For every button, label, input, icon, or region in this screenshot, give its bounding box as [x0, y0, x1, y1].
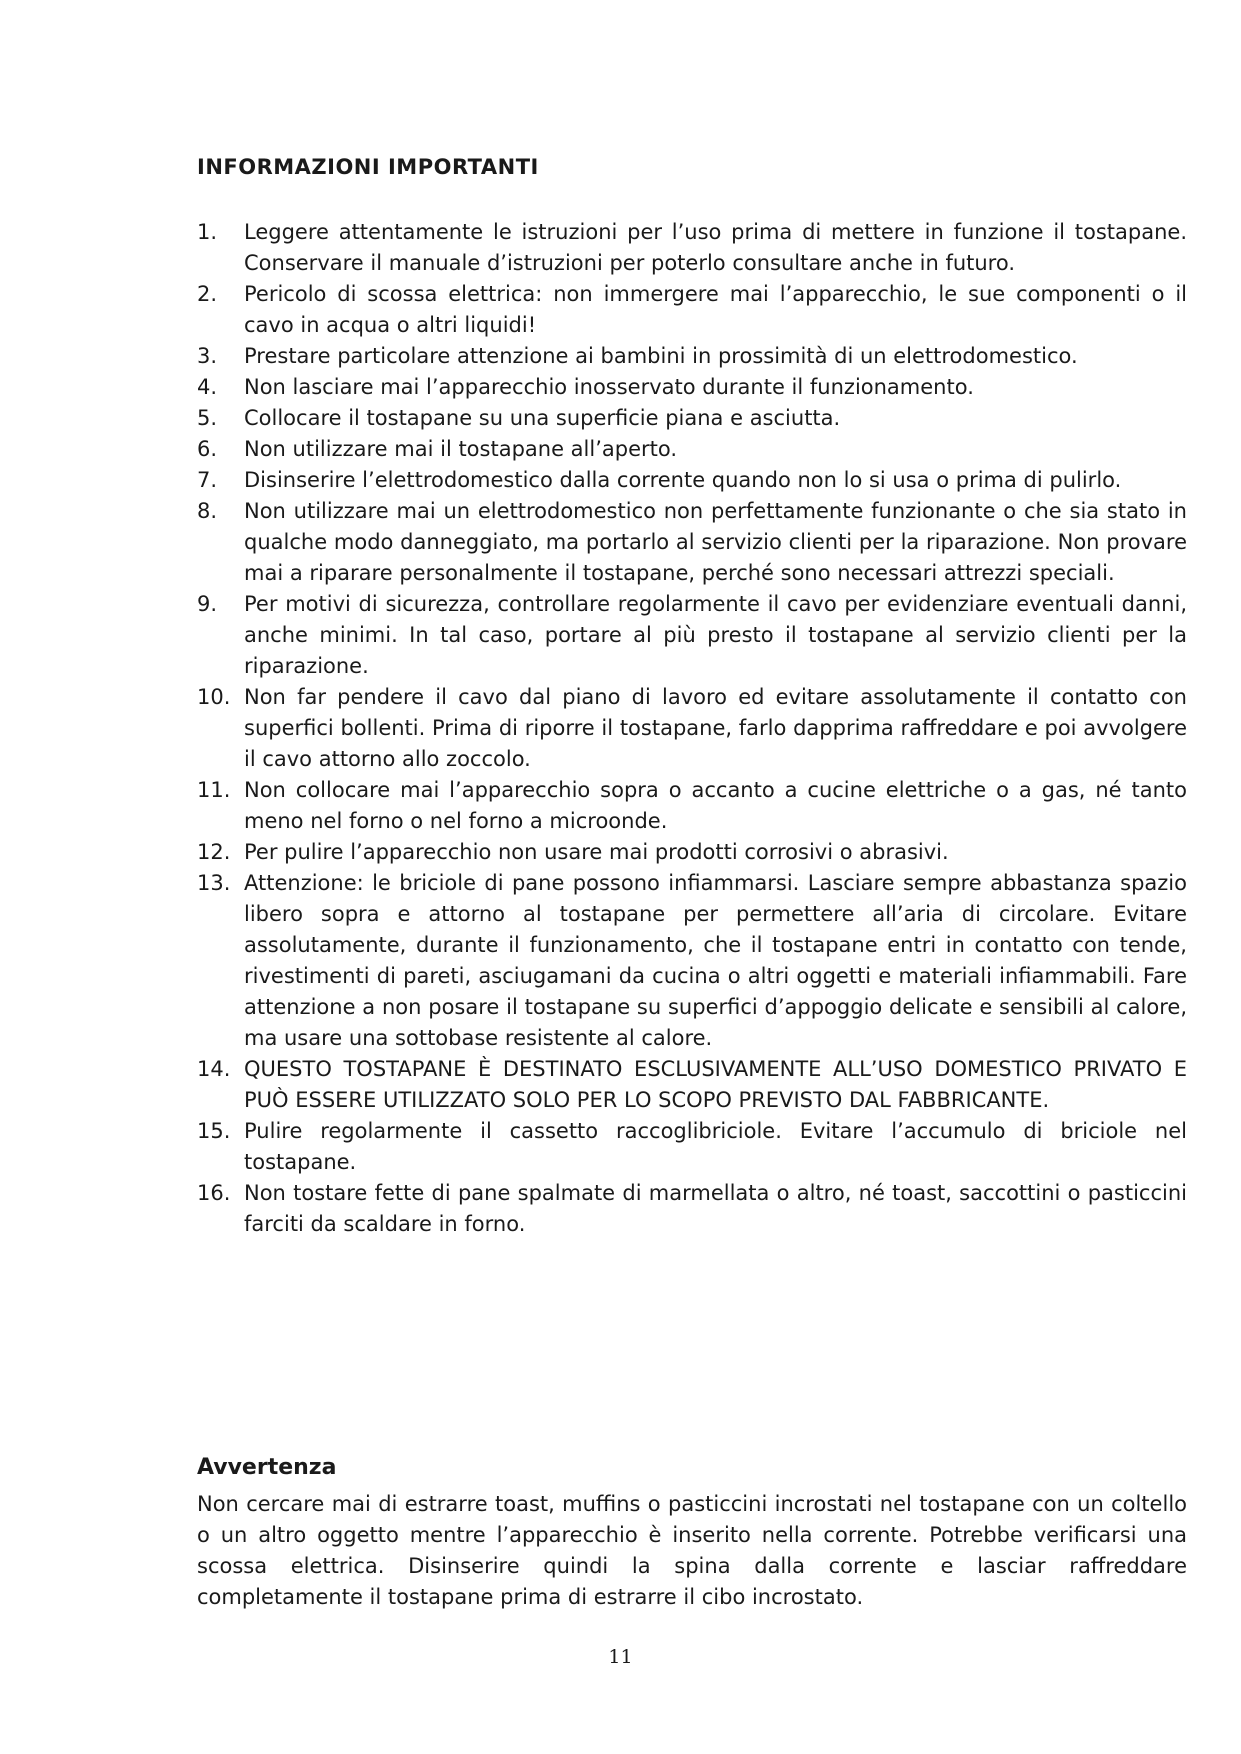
list-item — [197, 775, 1187, 837]
item-number: 14. — [197, 1057, 231, 1081]
item-number: 11. — [197, 778, 231, 802]
list-item — [197, 589, 1187, 682]
item-text: Pericolo di scossa elettrica: non immergere mai l’apparecchio, le sue componenti o il cavo in acqua o altri liquidi! — [244, 282, 1187, 337]
list-item — [197, 1116, 1187, 1178]
item-text: Collocare il tostapane su una superficie piana e asciutta. — [244, 406, 841, 430]
list-item — [197, 434, 1187, 465]
item-number: 8. — [197, 499, 218, 523]
item-text: Non collocare mai l’apparecchio sopra o accanto a cucine elettriche o a gas, né tanto meno nel forno o nel forno a microonde. — [244, 778, 1187, 833]
list-item — [197, 403, 1187, 434]
item-text: Non utilizzare mai il tostapane all’aperto. — [244, 437, 678, 461]
item-text: Prestare particolare attenzione ai bambini in prossimità di un elettrodomestico. — [244, 344, 1078, 368]
item-number: 4. — [197, 375, 218, 399]
item-number: 15. — [197, 1119, 231, 1143]
list-item — [197, 465, 1187, 496]
item-number: 3. — [197, 344, 218, 368]
warning-heading: Avvertenza — [197, 1455, 337, 1480]
item-text: Disinserire l’elettrodomestico dalla corrente quando non lo si usa o prima di pulirlo. — [244, 468, 1122, 492]
item-text: QUESTO TOSTAPANE È DESTINATO ESCLUSIVAMENTE ALL’USO DOMESTICO PRIVATO E PUÒ ESSERE UTILIZZATO SOLO PER LO SCOPO PREVISTO DAL FABBRICANTE. — [244, 1057, 1187, 1112]
list-item — [197, 341, 1187, 372]
item-number: 13. — [197, 871, 231, 895]
list-item — [197, 682, 1187, 775]
list-item — [197, 217, 1187, 279]
item-number: 7. — [197, 468, 218, 492]
item-text: Non far pendere il cavo dal piano di lavoro ed evitare assolutamente il contatto con superfici bollenti. Prima di riporre il tostapane, farlo dapprima raffreddare e poi avvolgere il cavo attorno allo zoccolo. — [244, 685, 1187, 771]
list-item — [197, 496, 1187, 589]
safety-instructions-list — [197, 217, 1187, 1240]
page-number: 11 — [608, 1646, 633, 1668]
item-number: 10. — [197, 685, 231, 709]
item-number: 6. — [197, 437, 218, 461]
list-item — [197, 868, 1187, 1054]
item-number: 1. — [197, 220, 218, 244]
item-text: Per motivi di sicurezza, controllare regolarmente il cavo per evidenziare eventuali danni, anche minimi. In tal caso, portare al più presto il tostapane al servizio clienti per la riparazione. — [244, 592, 1187, 678]
item-number: 5. — [197, 406, 218, 430]
list-item — [197, 837, 1187, 868]
item-number: 16. — [197, 1181, 231, 1205]
item-text: Non lasciare mai l’apparecchio inosservato durante il funzionamento. — [244, 375, 974, 399]
item-text: Attenzione: le briciole di pane possono infiammarsi. Lasciare sempre abbastanza spazio libero sopra e attorno al tostapane per permettere all’aria di circolare. Evitare assolutamente, durante il funzionamento, che il tostapane entri in contatto con tende, rivestimenti di pareti, asciugamani da cucina o altri oggetti e materiali infiammabili. Fare attenzione a non posare il tostapane su superfici d’appoggio delicate e sensibili al calore, ma usare una sottobase resistente al calore. — [244, 871, 1187, 1050]
item-text: Non tostare fette di pane spalmate di marmellata o altro, né toast, saccottini o pasticcini farciti da scaldare in forno. — [244, 1181, 1187, 1236]
item-text: Per pulire l’apparecchio non usare mai prodotti corrosivi o abrasivi. — [244, 840, 949, 864]
item-number: 12. — [197, 840, 231, 864]
section-heading: INFORMAZIONI IMPORTANTI — [197, 155, 539, 179]
list-item — [197, 279, 1187, 341]
item-text: Leggere attentamente le istruzioni per l’uso prima di mettere in funzione il tostapane. Conservare il manuale d’istruzioni per poterlo consultare anche in futuro. — [244, 220, 1187, 275]
item-number: 9. — [197, 592, 218, 616]
item-text: Non utilizzare mai un elettrodomestico non perfettamente funzionante o che sia stato in qualche modo danneggiato, ma portarlo al servizio clienti per la riparazione. Non provare mai a riparare personalmente il tostapane, perché sono necessari attrezzi speciali. — [244, 499, 1187, 585]
list-item — [197, 1178, 1187, 1240]
list-item — [197, 1054, 1187, 1116]
item-text: Pulire regolarmente il cassetto raccoglibriciole. Evitare l’accumulo di briciole nel tostapane. — [244, 1119, 1187, 1174]
warning-paragraph: Non cercare mai di estrarre toast, muffins o pasticcini incrostati nel tostapane con un coltello o un altro oggetto mentre l’apparecchio è inserito nella corrente. Potrebbe verificarsi una scossa elettrica. Disinserire quindi la spina dalla corrente e lasciar raffreddare completamente il tostapane prima di estrarre il cibo incrostato. — [197, 1492, 1187, 1609]
item-number: 2. — [197, 282, 218, 306]
list-item — [197, 372, 1187, 403]
